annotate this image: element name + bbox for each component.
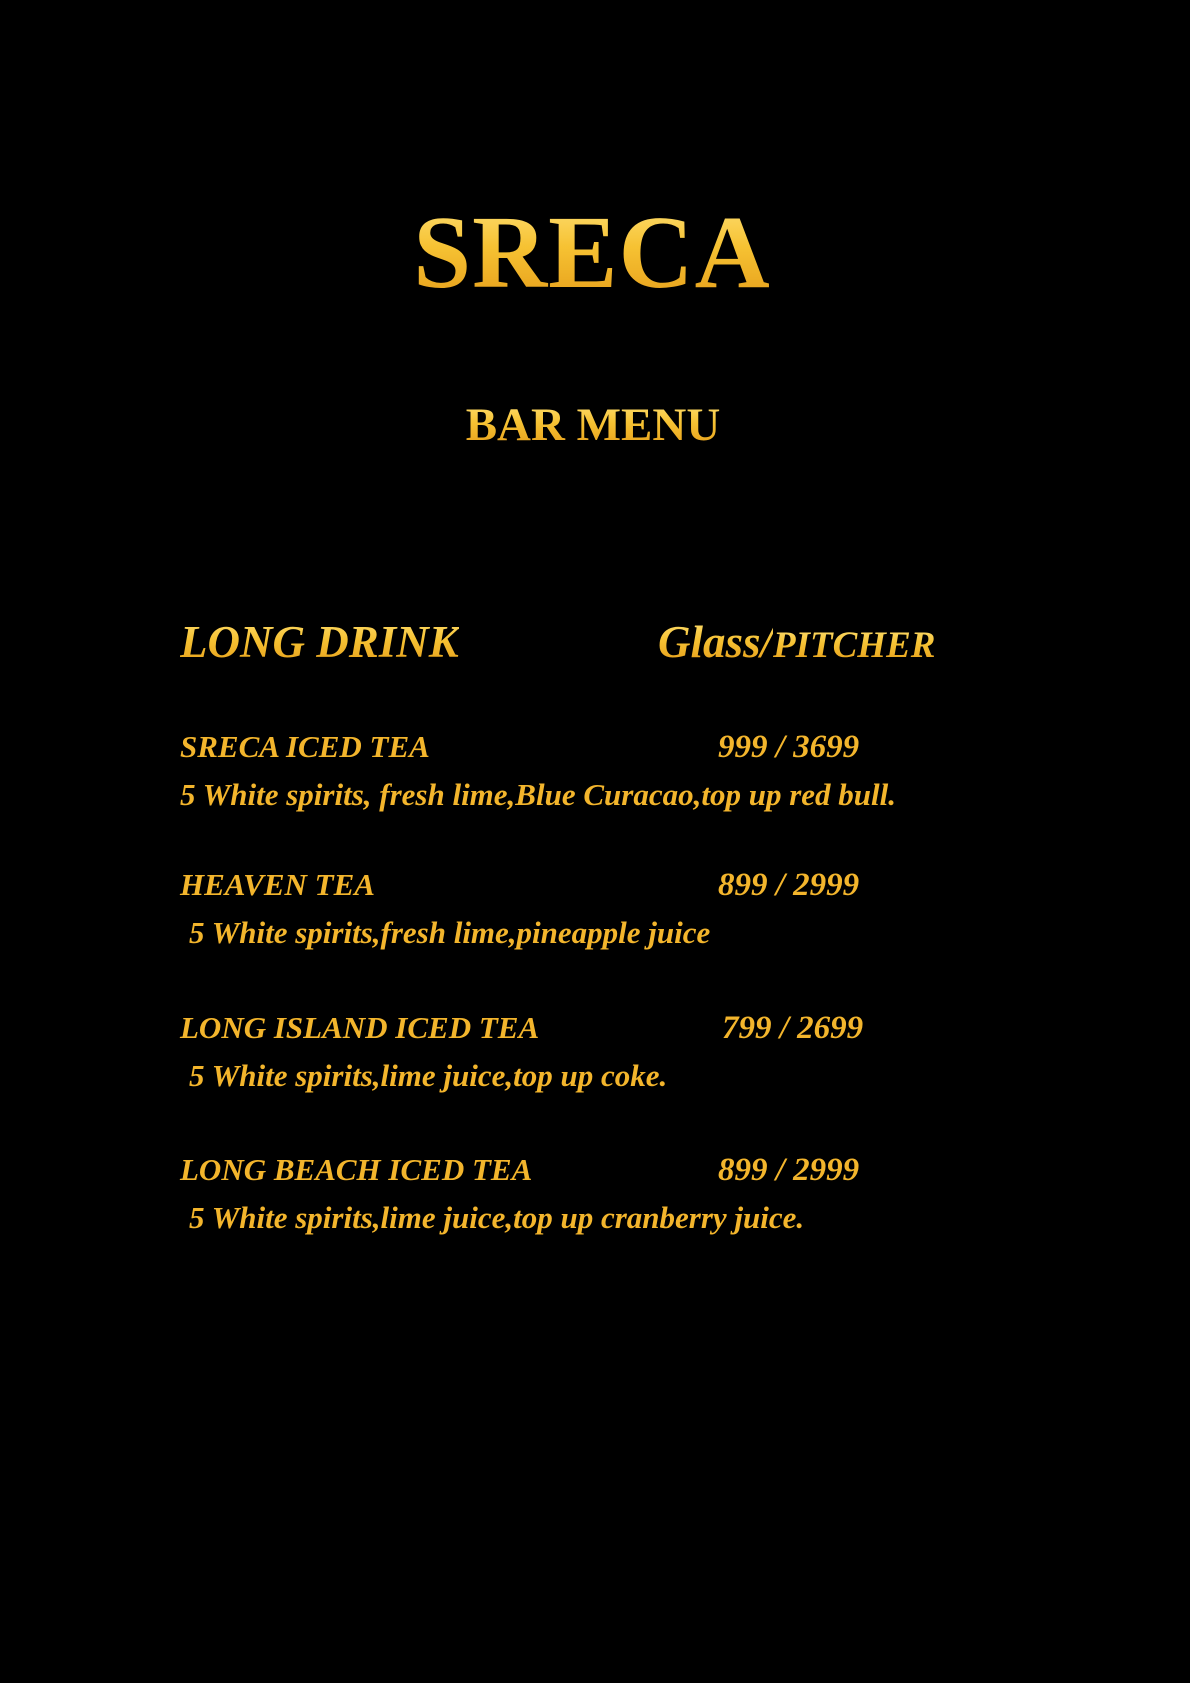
restaurant-name-text: SRECA	[413, 195, 771, 310]
menu-item-name: SRECA ICED TEA	[180, 729, 430, 764]
menu-item-description: 5 White spirits, fresh lime,Blue Curacao,top up red bull.	[180, 777, 896, 812]
section-title: LONG DRINK	[180, 614, 459, 670]
menu-item-price: 899 / 2999	[718, 867, 860, 903]
menu-item-description: 5 White spirits,lime juice,top up coke.	[189, 1058, 668, 1093]
menu-item-price: 999 / 3699	[718, 729, 860, 765]
price-column-pitcher-label: PITCHER	[773, 625, 936, 666]
price-column-header	[658, 614, 935, 674]
menu-item-price: 799 / 2699	[722, 1010, 864, 1046]
restaurant-name	[0, 195, 1190, 310]
menu-item-price: 899 / 2999	[718, 1152, 860, 1188]
menu-title-text: BAR MENU	[465, 399, 721, 451]
menu-item-name: LONG BEACH ICED TEA	[180, 1152, 533, 1187]
menu-item-description: 5 White spirits,fresh lime,pineapple juice	[189, 915, 711, 950]
menu-title	[0, 398, 1190, 452]
menu-item-name: HEAVEN TEA	[180, 867, 375, 902]
menu-item-description: 5 White spirits,lime juice,top up cranberry juice.	[189, 1200, 805, 1235]
section-header-long-drink	[180, 614, 1040, 674]
menu-item-name: LONG ISLAND ICED TEA	[180, 1010, 540, 1045]
price-column-glass-label: Glass/	[658, 617, 774, 667]
